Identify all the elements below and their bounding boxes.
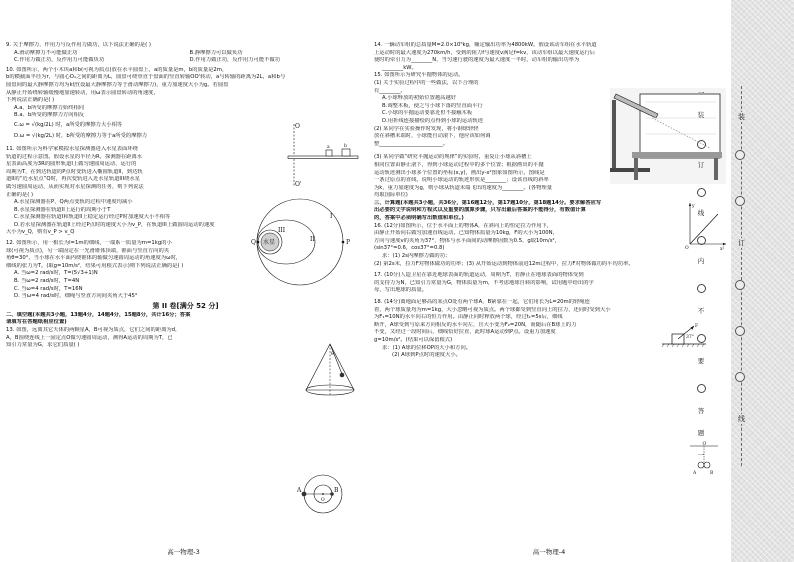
q10-figure	[282, 118, 362, 190]
q10-option-b: B.a、b所受的摩擦力方向相反	[14, 112, 85, 119]
q15-part2: 放在斜槽末端时，小球能自动滚下，他应该如何调	[374, 133, 491, 140]
q10-axis-top-label: O	[295, 123, 300, 130]
side-char: 线	[697, 209, 705, 217]
q11-option-c: C.水星探测器在轨道I和轨道II上稳定运行经过P时加速度大小不相等	[14, 214, 171, 221]
q18-line: 求：(1) A球的位移OP的大小和方向。	[382, 344, 472, 351]
binding-ring-icon	[735, 150, 745, 160]
q15-part3-line: (3) 某同学做“研究平抛运动的规律”的实验时，重复让小球从斜槽上	[374, 154, 532, 161]
side-char: 装	[697, 111, 705, 119]
q11-planet-label: 水星	[263, 239, 276, 246]
q13-line: 13. 如图，远离其它天体的两颗星A，B可视为质点，它们之间的距离为d，	[6, 327, 181, 333]
q9-option-c: C.作用力做正功，反作用力可能做负功	[14, 57, 105, 64]
seal-char-xian: 线	[735, 414, 748, 424]
page-4-footer: 高一物理-4	[532, 548, 566, 556]
q16-line: 求：(1) 2s内摩擦力做的功；	[382, 253, 451, 260]
q11-orbit-3-label: III	[278, 227, 286, 234]
binding-hole-icon	[697, 140, 706, 149]
q14-line: 上运动时的最大速度为270km/h，受到的阻力f与速度v满足f=kv，该动车组以最大速度运行后	[374, 49, 596, 56]
q15-part3-line: 均取国际单位)	[374, 192, 408, 199]
q18-line: 为F₁=10N的水平向右的恒力作用。由静止同时释放两个球，经过t₁=5s后，细线	[374, 314, 563, 321]
q11-line: 做匀速圆周运动，从而实现对水星探测的任务，则下列说法	[6, 183, 144, 190]
q10-line: 从静止开始绕转轴缓慢地加速转动，用ω表示圆盘转动的角速度，	[6, 89, 159, 96]
section-2-heading: 二、填空题(本题共3小题，13题4分，14题4分，15题8分，共计16分；答案	[6, 311, 191, 318]
side-char: 一	[697, 89, 705, 97]
side-char: 答	[697, 407, 705, 415]
q11-line: 道II的“近水星点”Q时，再次变轨进入近水星轨道III绕水星	[6, 176, 141, 183]
side-char: 订	[697, 161, 705, 169]
q18-ball-b-label: B	[710, 471, 714, 476]
q15-option-a: A.小球释放的初始位置越高越好	[382, 95, 457, 102]
q10-block-b-label: b	[344, 144, 347, 149]
q12-option-c: C. 当ω=4 rad/s时，T=16N	[14, 285, 83, 292]
q15-part3-line: 运动轨迹测出小球多个位置的坐标(x,y)，画出y-x²图象如图所示，图线是	[374, 169, 545, 176]
q10-line: 圆盘间的最大静摩擦力均为k倍(设最大静摩擦力等于滑动摩擦力)，重力加速度大小为g。若圆盘	[6, 81, 229, 88]
q11-point-q-label: Q	[251, 239, 256, 246]
q12-line: 12. 如图所示，用一根长为l=1m的细线，一端系一质量为m=1kg的小	[6, 240, 172, 247]
q10-option-a: A.a、b所受的摩擦力始终相同	[14, 104, 85, 111]
q10-block-a-label: a	[327, 145, 330, 150]
q12-angle-label: θ	[331, 352, 334, 357]
q13-star-a-label: A	[297, 487, 302, 494]
q11-point-p-label: P	[346, 239, 351, 246]
q15-option-d: D.用折线连接描绘的点得到小球的运动轨迹	[382, 117, 484, 124]
q11-line: 星表面高度为3R的圆形轨道I上做匀速圆周运动，运行的	[6, 161, 137, 168]
seal-dashed-line	[741, 86, 742, 466]
q18-point-label: O	[702, 442, 707, 447]
question-14	[374, 42, 728, 72]
q9-stem: 9. 关于摩擦力、作用力与反作用力做功，以下说法正确的是( )	[6, 42, 151, 48]
section-3-heading: 三、计算题(本题共3小题，共36分，第16题12分，第17题10分，第18题14分。要求解答应写	[374, 199, 602, 206]
q10-line: 10. 如图所示，两个小木块a和b(可视为质点)放在水平圆盘上，a的质量是m，b的质量是2m，	[6, 66, 228, 73]
q15-part3-line: 为k，重力加速度为g，则小球从轨道末端飞出的速度为________。(各物理量	[374, 184, 552, 191]
binding-hole-icon	[697, 384, 706, 393]
q16-angle-label: 37°	[686, 335, 694, 340]
q13-line: A，B围绕连线上一固定点O做匀速圆周运动，测得A运动的周期为T，已	[6, 334, 173, 341]
q17-line: 的支持力为N，已知引力常量为G，物体质量为m，不考虑地球自转的影响，试用题中给出的字	[374, 279, 594, 286]
volume-2-title: 第 II 卷[满分 52 分]	[152, 301, 219, 310]
side-char: 内	[697, 257, 705, 265]
binding-hole-icon	[697, 334, 706, 343]
q15-apparatus-figure	[610, 88, 726, 184]
q9-option-b: B.静摩擦力可以做负功	[189, 49, 243, 56]
q12-cone-figure	[300, 340, 360, 404]
q11-option-d-cont: 大小为v_Q，则有v_P > v_Q	[6, 229, 75, 236]
section-3-heading: 的，答案中必须明确写出数值和单位。)	[374, 215, 464, 222]
side-char: 一	[697, 451, 705, 459]
q12-line: 细线的张力为T。(取g=10m/s²，结果可用根式表示)则下列说法正确的是( )	[6, 262, 184, 269]
section-3	[374, 200, 728, 223]
binding-ring-icon	[735, 372, 745, 382]
q9-option-a: A.滑动摩擦力不可能做正功	[14, 49, 78, 56]
q15-part2: 整________________________。	[374, 140, 449, 147]
q10-option-d: D.ω = √(kg/2L) 时，b所受的摩擦力等于a所受的摩擦力	[14, 132, 148, 139]
q15-option-c: C.小球的平抛运动要靠近但不接触木板	[382, 110, 473, 117]
q15-option-b: B.调整木板，使之与小球下落的竖直面平行	[382, 102, 483, 109]
q13-center-label: O	[321, 498, 325, 503]
q15-intro: (1) 关于实验过程中的一些做法，以下合理的	[374, 79, 479, 86]
page-3-footer: 高一物理-3	[167, 548, 200, 556]
q15-intro: 15. 如图所示为研究平抛物体的运动。	[374, 72, 464, 79]
binding-ring-icon	[735, 280, 745, 290]
q16-line: (sin37°=0.6，cos37°=0.8)	[374, 245, 445, 252]
q16-line: 由静止开始向右做匀加速直线运动。已知物体质量为10kg，F的大小为100N，	[374, 230, 558, 237]
q13-binary-star-figure	[292, 472, 354, 516]
q10-option-c: C.ω = √(kg/2L) 时，a所受的摩擦力大小相等	[14, 121, 123, 128]
q14-line: 使时的牵引力为________N，当匀速行驶的速度为最大速度一半时，动车组的输出功率为	[374, 57, 580, 64]
q13-star-b-label: B	[334, 487, 339, 494]
q18-line: 不变，又经过一段时间后，细线恰好拉直，此时球A运动到P点。设重力加速度	[374, 329, 556, 336]
q16-line: 16. (12分)如图所示，位于水平面上的物体A，在斜向上的恒定拉力作用下，	[374, 222, 553, 229]
binding-ring-icon	[735, 326, 745, 336]
q14-line: ________kW。	[382, 64, 417, 71]
q15-graph-origin-label: O	[685, 246, 689, 250]
q11-option-b: B.水星探测器在轨道II上运行的周期小于T	[14, 206, 111, 213]
q10-axis-bottom-label: O'	[295, 181, 302, 188]
q11-orbit-1-label: I	[330, 213, 333, 220]
q15-graph-y-label: y	[692, 204, 695, 209]
q15-part2: (2) 某同学在实验操作时发现，将小钢球轻轻	[374, 125, 479, 132]
binding-hole-icon	[697, 188, 706, 197]
q12-option-d: D. 当ω=4 rad/s时，细绳与竖直方向间夹角大于45°	[14, 293, 138, 300]
q11-line: 周期为T，在到达轨道的P点时变轨进入椭圆轨道II，到达轨	[6, 168, 143, 175]
q14-line: 14. 一辆动车组的总质量M=2.0×10⁵kg，额定输出功率为4800kW。假设该动车组在水平轨道	[374, 42, 597, 48]
q15-part3-line: 相同位置由静止滚下，得到小球运动过程中的多个位置；根据画出的平抛	[374, 161, 544, 168]
side-char: 要	[697, 357, 705, 365]
q17-line: 17. (10分)人造卫星在靠近地球表面的轨道运动，周期为T，若静止在地球表面的物体受到	[374, 272, 584, 279]
q11-line: 11. 如图所示为科学家模拟水星探测器进入水星表面环绕	[6, 145, 138, 152]
q18-line: 18. (14分)离地面足够高的某点O处有两个球A，B紧靠在一起，它们用长为L=20m的轻绳连	[374, 299, 590, 305]
q17-line: 母，写出地球的质量。	[374, 287, 427, 294]
binding-ring-icon	[735, 196, 745, 206]
q15-graph	[684, 200, 728, 250]
q11-orbit-figure	[242, 196, 362, 288]
q12-line: 角θ=30°，当小球在水平面内绕锥体的轴做匀速圆周运动的角速度为ω时，	[6, 255, 182, 262]
exam-page-4	[368, 0, 730, 562]
question-11	[6, 146, 238, 199]
q16-line: 方向与速度v的夹角为37°，物体与水平面间的动摩擦因数为0.5，g取10m/s²，	[374, 237, 560, 244]
q15-graph-x-label: x²	[720, 247, 725, 250]
q11-line: 正确的是( )	[6, 191, 34, 198]
seal-char-ding: 订	[735, 238, 748, 248]
side-char: 题	[697, 429, 705, 437]
q15-intro: 有________。	[374, 87, 406, 94]
section-3-heading: 出必要的文字说明和方程式以及重要的演算步骤，只写出最后答案的不能得分，有数值计算	[374, 207, 586, 214]
question-18	[374, 299, 674, 360]
q13-line: 知引力常量为G，求它们质量( )	[6, 342, 80, 349]
question-17	[374, 272, 728, 295]
q18-line: (2) A球到P点时的速度大小。	[392, 352, 461, 359]
q11-line: 轨道的过程示意图。假设水星的半径为R，探测器在距离水	[6, 153, 143, 160]
q16-tail: (2) 第2s末，拉力F对物体做功的功率；(3) 从开始运动到物体前进12m过程中，拉力F对物体做功的平均功率。	[374, 260, 634, 267]
section-2-heading-cont: 请填写在答题纸相应位置)	[6, 319, 67, 326]
q11-option-d: D.若水星探测器在轨道II上经过P点时的速度大小为v_P，在轨道III上做圆周运动的速度	[14, 221, 215, 228]
q16-force-label: F	[695, 324, 699, 329]
q18-ball-a-label: A	[693, 471, 697, 476]
q9-option-d: D.作用力做正功，反作用力可能不做功	[189, 57, 281, 64]
binding-hole-icon	[697, 236, 706, 245]
question-16	[374, 223, 664, 269]
binding-hole-icon	[697, 284, 706, 293]
exam-page-3	[0, 0, 367, 562]
question-15	[374, 72, 606, 148]
q18-line: g=10m/s²。(结果可以保留根式)	[374, 336, 453, 343]
q18-line: 断开，A球受到与原来方向相反的水平向左，且大小变为F₂=20N，而随后在B球上的力	[374, 321, 577, 328]
q18-line: 着，两个球质量均为m=1kg，大小忽略可视为质点。两个球都受到竖直向上的拉力，还同时受到大小	[374, 306, 611, 313]
q11-orbit-2-label: II	[310, 236, 315, 243]
q12-option-a: A. 当ω=2 rad/s时，T=(5√3+1)N	[14, 270, 98, 277]
question-9	[6, 42, 365, 65]
q12-line: 球(可视为质点)，另一端固定在一光滑锥体顶端，锥面与竖直方向的夹	[6, 247, 170, 254]
q10-line: b的横截面半径为r，与圆心O₁之间的距离为L，圆盘可绕垂直于盘面的竖直转轴OO'转动，a与转轴的距离为2L，a和b与	[6, 74, 286, 81]
q15-part3-line: 一条过原点的直线，说明小球运动的轨迹形状是________；设该直线的斜率	[374, 177, 549, 184]
q12-option-b: B. 当ω=2 rad/s时，T=4N	[14, 278, 80, 285]
q10-line: 下列说法正确的是( )	[6, 97, 55, 104]
seal-char-zhuang: 装	[735, 112, 748, 122]
side-char: 不	[697, 307, 705, 315]
q11-option-a: A.水星探测器在P、Q两点变轨的过程中速度均减小	[14, 199, 133, 206]
